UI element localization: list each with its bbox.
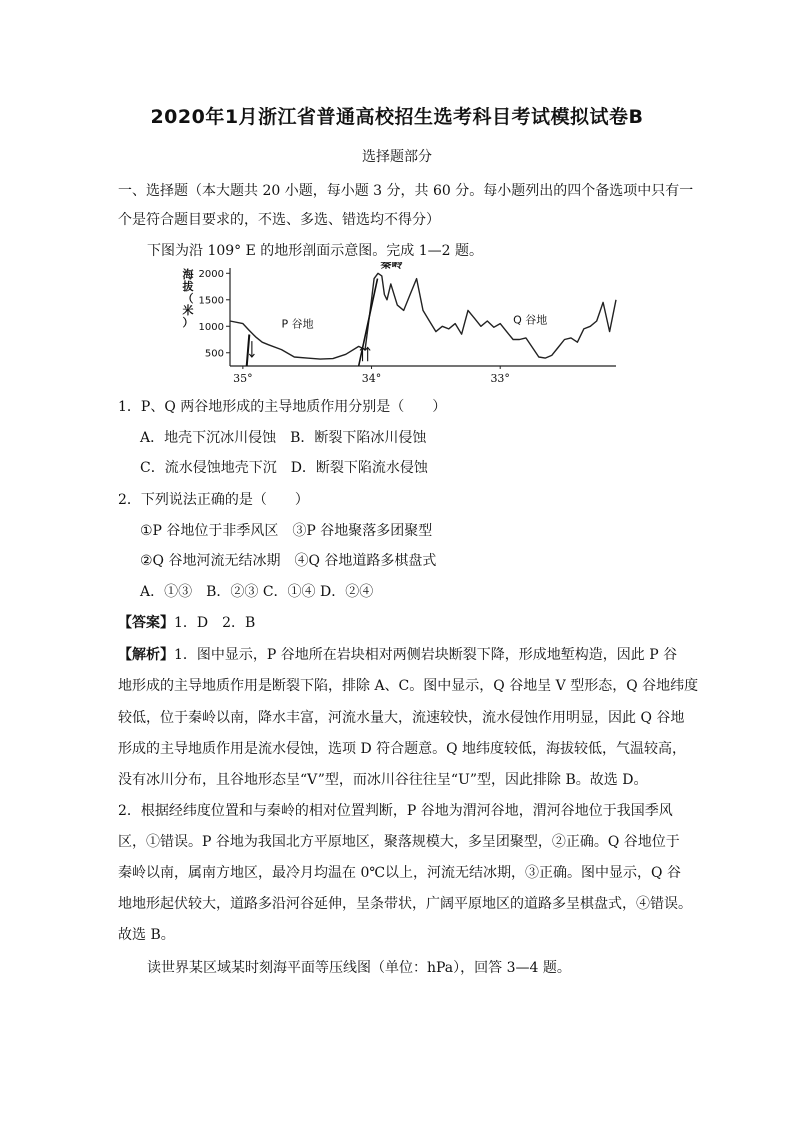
analysis-line-4: 形成的主导地质作用是流水侵蚀，选项 D 符合题意。Q 地纬度较低，海拔较低，气温较高， [118, 741, 687, 757]
question-1-options-ab: A．地壳下沉冰川侵蚀 B．断裂下陷冰川侵蚀 [140, 430, 427, 446]
qinling-label: 秦岭 [380, 262, 403, 271]
analysis-line-7: 区，①错误。P 谷地为我国北方平原地区，聚落规模大，多呈团聚型，②正确。Q 谷地位于 [118, 834, 680, 850]
question-2-stem: 2．下列说法正确的是（ ） [118, 492, 309, 508]
question-1-options-cd: C．流水侵蚀地壳下沉 D．断裂下陷流水侵蚀 [140, 460, 428, 476]
question-1-stem: 1．P、Q 两谷地形成的主导地质作用分别是（ ） [118, 399, 447, 415]
x-tick-label: 33° [490, 372, 510, 385]
answer-text: 1．D 2．B [174, 615, 256, 631]
y-axis-label-char: 拔 [182, 280, 194, 293]
analysis-line-10: 故选 B。 [118, 927, 175, 943]
question-intro-3-4: 读世界某区域某时刻海平面等压线图（单位：hPa），回答 3—4 题。 [147, 960, 571, 976]
question-2-statements-24: ②Q 谷地河流无结冰期 ④Q 谷地道路多棋盘式 [140, 553, 437, 569]
terrain-profile-chart [178, 262, 620, 390]
question-intro-1-2: 下图为沿 109° E 的地形剖面示意图。完成 1—2 题。 [147, 243, 484, 259]
x-tick-label: 35° [233, 372, 253, 385]
fault-line-left [247, 335, 250, 366]
page-title: 2020年1月浙江省普通高校招生选考科目考试模拟试卷B [150, 106, 644, 128]
answer-line [118, 612, 255, 632]
terrain-profile-line [230, 273, 616, 359]
section-instructions-line2: 个是符合题目要求的，不选、多选、错选均不得分） [118, 212, 440, 228]
x-tick-label: 34° [361, 372, 382, 385]
section-instructions-line1: 一、选择题（本大题共 20 小题，每小题 3 分，共 60 分。每小题列出的四个备选项中只有一 [118, 183, 694, 199]
y-tick-label: 2000 [198, 268, 224, 280]
analysis-line-2: 地形成的主导地质作用是断裂下陷，排除 A、C。图中显示，Q 谷地呈 V 型形态，Q 谷地纬度 [118, 678, 699, 694]
analysis-line-6: 2．根据经纬度位置和与秦岭的相对位置判断，P 谷地为渭河谷地，渭河谷地位于我国季风 [118, 803, 673, 819]
p-valley-label: P 谷地 [281, 317, 314, 331]
analysis-line-1 [118, 644, 677, 664]
y-axis-label-char: 海 [182, 268, 194, 281]
section-subtitle: 选择题部分 [362, 149, 432, 165]
question-2-options: A．①③ B．②③ C．①④ D．②④ [140, 584, 374, 600]
y-axis-label-char: （ [182, 292, 194, 305]
y-tick-label: 1500 [198, 295, 224, 307]
terrain-profile-svg [178, 262, 620, 390]
question-2-statements-13: ①P 谷地位于非季风区 ③P 谷地聚落多团聚型 [140, 523, 433, 539]
analysis-line-3: 较低，位于秦岭以南，降水丰富，河流水量大，流速较快，流水侵蚀作用明显，因此 Q 谷地 [118, 710, 685, 726]
answer-tag: 【答案】 [118, 615, 174, 631]
y-axis-label-char: 米 [182, 304, 194, 317]
analysis-line-8: 秦岭以南，属南方地区，最冷月均温在 0℃以上，河流无结冰期，③正确。图中显示，Q 谷 [118, 865, 681, 881]
analysis-text-1: 1．图中显示，P 谷地所在岩块相对两侧岩块断裂下降，形成地堑构造，因此 P 谷 [174, 647, 678, 663]
y-axis-label-char: ） [182, 316, 194, 329]
y-tick-label: 500 [204, 348, 224, 360]
q-valley-label: Q 谷地 [513, 313, 548, 327]
analysis-tag: 【解析】 [118, 647, 174, 663]
analysis-line-9: 地地形起伏较大，道路多沿河谷延伸，呈条带状，广阔平原地区的道路多呈棋盘式，④错误。 [118, 896, 692, 912]
y-tick-label: 1000 [198, 321, 224, 333]
analysis-line-5: 没有冰川分布，且谷地形态呈“V”型，而冰川谷往往呈“U”型，因此排除 B。故选 D。 [118, 772, 648, 788]
